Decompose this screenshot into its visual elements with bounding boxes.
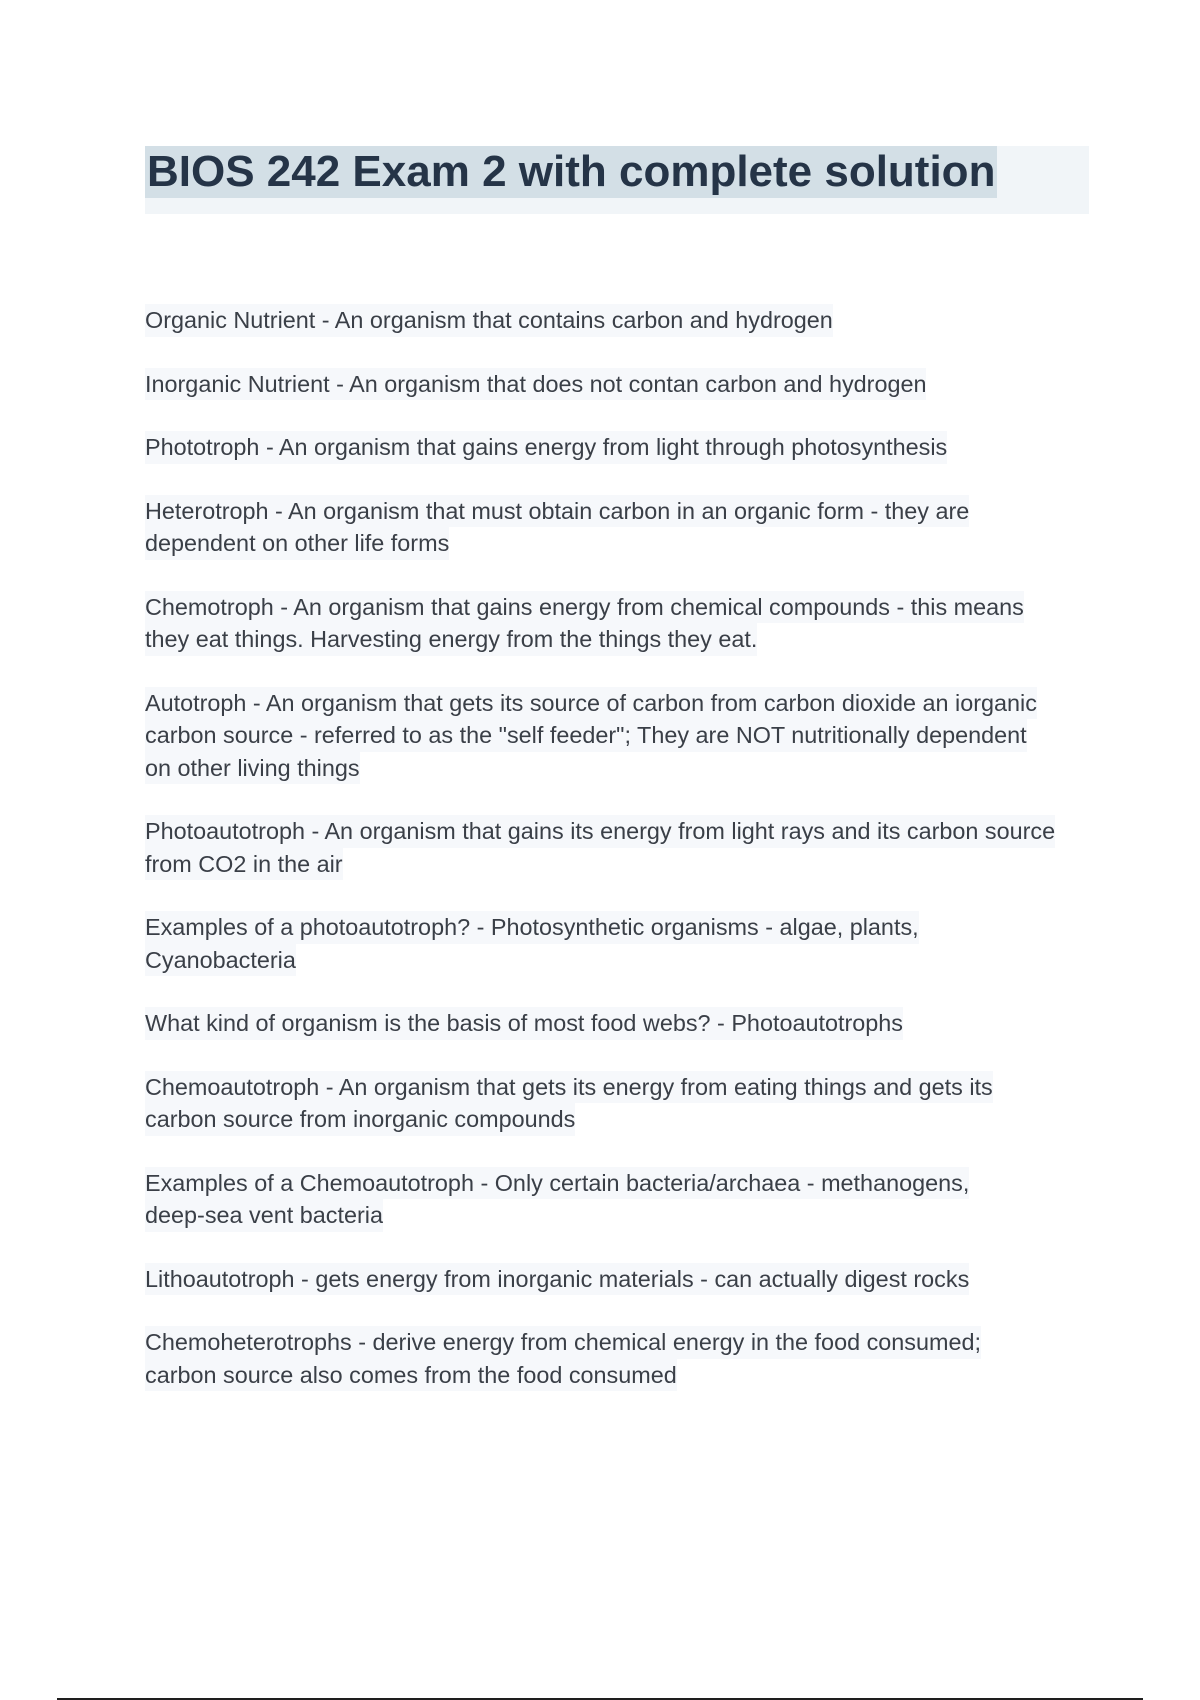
entry-text-line: Chemoautotroph - An organism that gets its energy from eating things and gets its: [145, 1071, 993, 1104]
entry-text-line: What kind of organism is the basis of most food webs? - Photoautotrophs: [145, 1007, 903, 1040]
entry-text-line: carbon source - referred to as the "self feeder"; They are NOT nutritionally dependent: [145, 719, 1027, 752]
definition-entry: [145, 1071, 1095, 1136]
entry-text-line: Chemotroph - An organism that gains energy from chemical compounds - this means: [145, 591, 1024, 624]
entry-text-line: Phototroph - An organism that gains energy from light through photosynthesis: [145, 431, 947, 464]
definition-entry: [145, 1007, 1095, 1040]
definition-entry: [145, 1167, 1095, 1232]
definition-entry: [145, 1326, 1095, 1391]
entry-text-line: deep-sea vent bacteria: [145, 1199, 383, 1232]
entry-text-line: Organic Nutrient - An organism that contains carbon and hydrogen: [145, 304, 833, 337]
definition-entry: [145, 687, 1095, 785]
definition-entry: [145, 304, 1095, 337]
entry-text-line: Inorganic Nutrient - An organism that does not contan carbon and hydrogen: [145, 368, 926, 401]
entry-text-line: carbon source from inorganic compounds: [145, 1103, 575, 1136]
entry-text-line: Chemoheterotrophs - derive energy from chemical energy in the food consumed;: [145, 1326, 981, 1359]
entry-text-line: Cyanobacteria: [145, 944, 296, 977]
entry-text-line: Examples of a photoautotroph? - Photosynthetic organisms - algae, plants,: [145, 911, 919, 944]
page-title: BIOS 242 Exam 2 with complete solution: [147, 147, 996, 196]
entry-text-line: Photoautotroph - An organism that gains its energy from light rays and its carbon source: [145, 815, 1055, 848]
entry-text-line: Lithoautotroph - gets energy from inorganic materials - can actually digest rocks: [145, 1263, 969, 1296]
definition-entry: [145, 431, 1095, 464]
definition-entry: [145, 591, 1095, 656]
definition-entry: [145, 1263, 1095, 1296]
definitions-list: [145, 304, 1095, 1422]
entry-text-line: Heterotroph - An organism that must obtain carbon in an organic form - they are: [145, 495, 969, 528]
definition-entry: [145, 495, 1095, 560]
entry-text-line: Examples of a Chemoautotroph - Only certain bacteria/archaea - methanogens,: [145, 1167, 969, 1200]
entry-text-line: from CO2 in the air: [145, 848, 343, 881]
entry-text-line: carbon source also comes from the food consumed: [145, 1359, 677, 1392]
definition-entry: [145, 911, 1095, 976]
entry-text-line: Autotroph - An organism that gets its source of carbon from carbon dioxide an iorganic: [145, 687, 1037, 720]
entry-text-line: on other living things: [145, 752, 360, 785]
definition-entry: [145, 368, 1095, 401]
entry-text-line: dependent on other life forms: [145, 527, 449, 560]
entry-text-line: they eat things. Harvesting energy from the things they eat.: [145, 623, 757, 656]
definition-entry: [145, 815, 1095, 880]
